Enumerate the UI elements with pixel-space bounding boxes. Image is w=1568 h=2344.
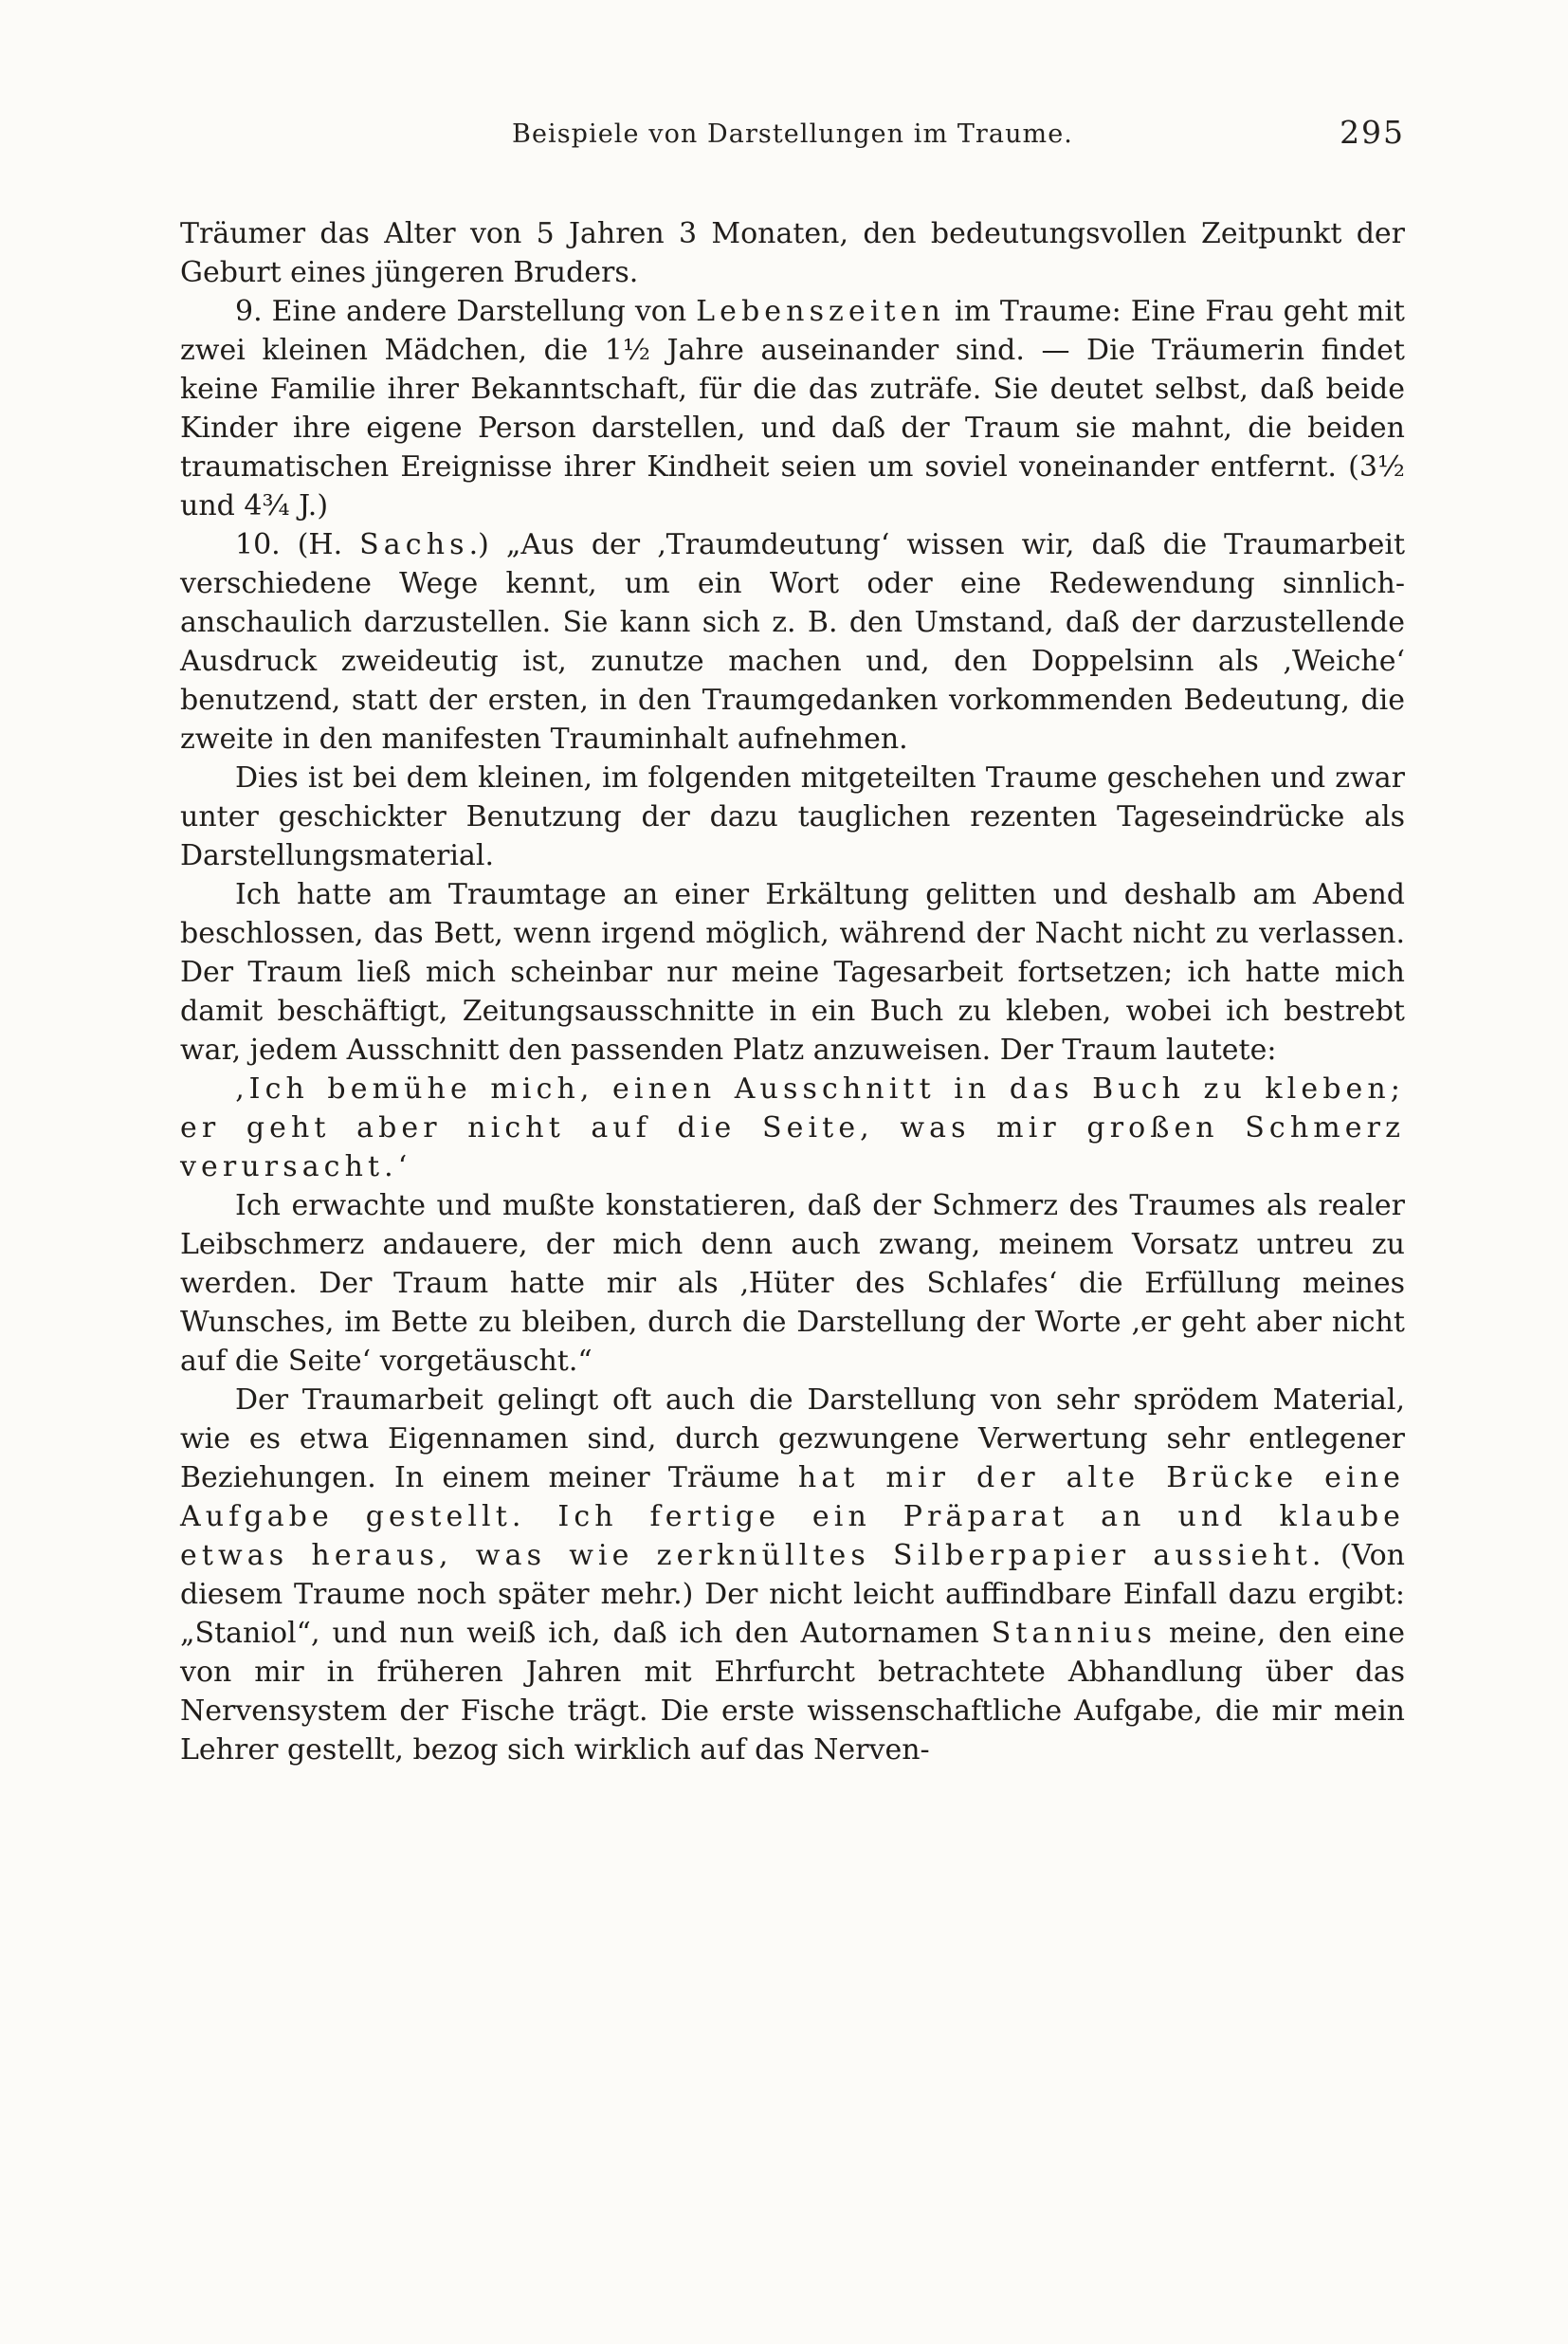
text-run: 9. Eine andere Darstellung von [235,295,697,328]
text-run: Der Traumarbeit gelingt oft auch die Darstellung von sehr sprödem Material, wie es etwa Eigennamen sind, durch gezwungene Verwertung sehr entlegener Beziehungen. In einem meiner Träume [180,1383,1405,1494]
emphasized-text-run: Lebenszeiten [696,295,945,328]
paragraph [180,875,1405,1070]
text-run: im Traume: Eine Frau geht mit zwei kleinen Mädchen, die 1½ Jahre auseinander sind. — Die Träumerin findet keine Familie ihrer Bekanntschaft, für die das zuträfe. Sie deutet selbst, daß beide Kinder ihre eigene Person darstellen, und daß der Traum sie mahnt, die beiden traumatischen Ereignisse ihrer Kindheit seien um soviel voneinander entfernt. (3½ und 4¾ J.) [180,295,1405,522]
emphasized-text-run: ‚Ich bemühe mich, einen Ausschnitt in das Buch zu kleben; er geht aber nicht auf die Seite, was mir großen Schmerz verursacht.‘ [180,1072,1405,1183]
emphasized-text-run: hat mir der alte Brücke eine Aufgabe gestellt. Ich fertige ein Präparat an und klaube etwas heraus, was wie zerknülltes Silberpapier aussieht. [180,1461,1405,1572]
text-run: Ich erwachte und mußte konstatieren, daß der Schmerz des Traumes als realer Leibschmerz andauere, der mich denn auch zwang, meinem Vorsatz untreu zu werden. Der Traum hatte mir als ‚Hüter des Schlafes‘ die Erfüllung meines Wunsches, im Bette zu bleiben, durch die Darstellung der Worte ‚er geht aber nicht auf die Seite‘ vorgetäuscht.“ [180,1189,1405,1378]
running-title: Beispiele von Darstellungen im Traume. [512,119,1073,149]
paragraph [180,1381,1405,1769]
paragraph [180,214,1405,292]
paragraph [180,525,1405,759]
text-run: meine, den eine von mir in früheren Jahren mit Ehrfurcht betrachtete Abhandlung über das Nervensystem der Fische trägt. Die erste wissenschaftliche Aufgabe, die mir mein Lehrer gestellt, bezog sich wirklich auf das Nerven- [180,1617,1405,1767]
paragraph [180,1186,1405,1381]
paragraph [180,292,1405,525]
page-header [180,114,1405,161]
emphasized-text-run: Stannius [991,1617,1157,1650]
text-run: Ich hatte am Traumtage an einer Erkältung gelitten und deshalb am Abend beschlossen, das Bett, wenn irgend möglich, während der Nacht nicht zu verlassen. Der Traum ließ mich scheinbar nur meine Tagesarbeit fortsetzen; ich hatte mich damit beschäftigt, Zeitungsausschnitte in ein Buch zu kleben, wobei ich bestrebt war, jedem Ausschnitt den passenden Platz anzuweisen. Der Traum lautete: [180,878,1405,1067]
body-text [180,214,1405,1769]
text-run: .) „Aus der ‚Traumdeutung‘ wissen wir, daß die Traumarbeit verschiedene Wege kennt, um ein Wort oder eine Redewendung sinnlich-anschaulich darzustellen. Sie kann sich z. B. den Umstand, daß der darzustellende Ausdruck zweideutig ist, zunutze machen und, den Doppelsinn als ‚Weiche‘ benutzend, statt der ersten, in den Traumgedanken vorkommenden Bedeutung, die zweite in den manifesten Trauminhalt aufnehmen. [180,528,1406,756]
paragraph [180,1070,1405,1186]
paragraph [180,759,1405,875]
text-run: (Von diesem Traume noch später mehr.) Der nicht leicht auffindbare Einfall dazu ergibt: „Staniol“, und nun weiß ich, daß ich den Autornamen [180,1539,1405,1650]
text-run: 10. (H. [235,528,360,561]
text-run: Dies ist bei dem kleinen, im folgenden mitgeteilten Traume geschehen und zwar unter geschickter Benutzung der dazu tauglichen rezenten Tageseindrücke als Darstellungsmaterial. [180,761,1405,872]
emphasized-text-run: Sachs [359,528,469,561]
text-run: Träumer das Alter von 5 Jahren 3 Monaten, den bedeutungsvollen Zeitpunkt der Geburt eines jüngeren Bruders. [180,217,1405,289]
page-number: 295 [1340,114,1405,151]
